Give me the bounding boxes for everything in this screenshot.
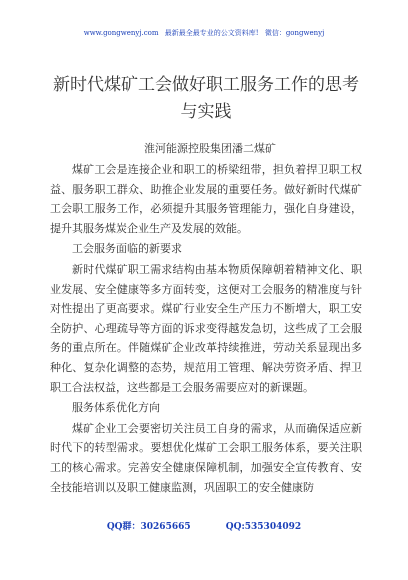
document-title: 新时代煤矿工会做好职工服务工作的思考与实践 [53,75,359,122]
page-footer [0,519,408,532]
site-slogan: 最新最全最专业的公文资料库! [164,29,259,37]
paragraph-intro: 煤矿工会是连接企业和职工的桥梁纽带，担负着捍卫职工权益、服务职工群众、助推企业发展的重要任务。做好新时代煤矿工会职工服务工作，必须提升其服务管理能力，强化自身建设，提升其服务煤炭企业生产及发展的效能。 [50,163,362,235]
section-heading-optimization: 服务体系优化方向 [72,401,160,415]
paragraph-requirements: 新时代煤矿职工需求结构由基本物质保障朝着精神文化、职业发展、安全健康等多方面转变，这便对工会服务的精准度与针对性提出了更高要求。煤矿行业安全生产压力不断增大，职工安全防护、心理疏导等方面的诉求变得越发急切，这些成了工会服务的重点所在。伴随煤矿企业改革持续推进，劳动关系显现出多种化、复杂化调整的态势，规范用工管理、解决劳资矛盾、捍卫职工合法权益，这些都是工会服务需要应对的新课题。 [50,262,362,394]
paragraph-optimization: 煤矿企业工会要密切关注员工自身的需求，从而确保适应新时代下的转型需求。要想优化煤矿工会职工服务体系，要关注职工的核心需求。完善安全健康保障机制，加强安全宣传教育、安全技能培训以及职工健康监测，巩固职工的安全健康防 [50,421,362,494]
site-url-link[interactable]: www.gongwenyj.com [83,29,159,37]
document-author: 淮河能源控股集团潘二煤矿 [144,142,276,155]
qq-group-number: QQ群：30265665 [106,522,191,532]
wechat-id: 微信：gongwenyj [264,29,325,37]
site-header [0,28,408,38]
qq-number: QQ:535304092 [225,522,302,532]
document-body [50,72,362,497]
section-heading-requirements: 工会服务面临的新要求 [72,242,182,256]
